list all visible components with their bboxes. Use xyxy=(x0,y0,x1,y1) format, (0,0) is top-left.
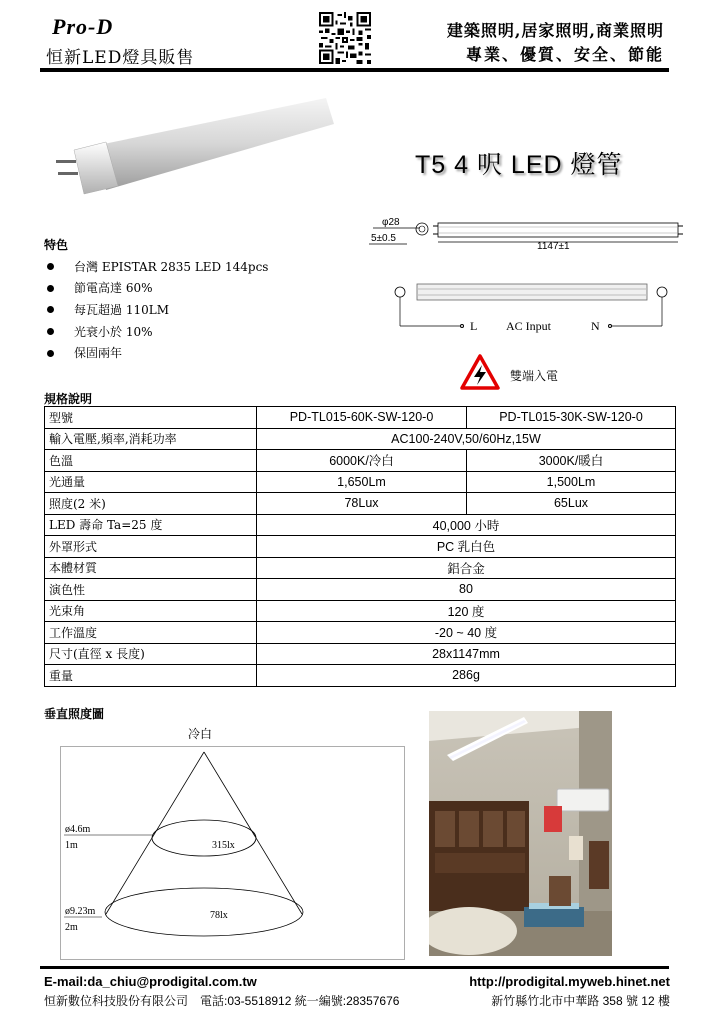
footer-divider xyxy=(40,966,669,969)
table-row: 外罩形式 PC 乳白色 xyxy=(45,536,676,558)
table-row: 型號 PD-TL015-60K-SW-120-0 PD-TL015-30K-SW-120-0 xyxy=(45,407,676,429)
footer-email: E-mail:da_chiu@prodigital.com.tw xyxy=(44,974,257,989)
level1-distance: 1m xyxy=(65,840,78,851)
level1-lux: 315lx xyxy=(212,840,235,851)
bullet-icon xyxy=(47,306,54,313)
led-tube-photo xyxy=(44,98,334,208)
spec-table xyxy=(44,406,676,687)
shop-name: 恒新LED燈具販售 xyxy=(46,48,195,68)
level2-lux: 78lx xyxy=(210,910,228,921)
table-row: 本體材質 鋁合金 xyxy=(45,557,676,579)
dimension-diagram xyxy=(365,212,685,337)
cold-white-label: 冷白 xyxy=(188,727,213,741)
bullet-icon xyxy=(47,263,54,270)
level2-diameter: ø9.23m xyxy=(65,906,96,917)
length-label: 1147±1 xyxy=(537,241,570,252)
bullet-icon xyxy=(47,285,54,292)
ac-input-label: AC Input xyxy=(506,319,551,333)
live-label: L xyxy=(470,319,478,333)
level2-distance: 2m xyxy=(65,922,78,933)
list-item: 台灣 EPISTAR 2835 LED 144pcs xyxy=(44,256,268,278)
pin-label: 5±0.5 xyxy=(371,233,396,244)
installation-photo xyxy=(429,711,612,956)
list-item: 保固兩年 xyxy=(44,342,268,364)
footer-company: 恒新數位科技股份有限公司 電話:03-5518912 統一編號:28357676 xyxy=(44,994,400,1008)
table-row: 光束角 120 度 xyxy=(45,600,676,622)
table-row: 色溫 6000K/冷白 3000K/暖白 xyxy=(45,450,676,472)
table-row: 輸入電壓,頻率,消耗功率 AC100-240V,50/60Hz,15W xyxy=(45,428,676,450)
list-item: 每瓦超過 110LM xyxy=(44,299,268,321)
vertical-illuminance-heading: 垂直照度圖 xyxy=(44,707,105,721)
table-row: 光通量 1,650Lm 1,500Lm xyxy=(45,471,676,493)
neutral-label: N xyxy=(591,319,600,333)
list-item: 節電高達 60% xyxy=(44,278,268,300)
table-row: 演色性 80 xyxy=(45,579,676,601)
list-item: 光衰小於 10% xyxy=(44,321,268,343)
product-title: T5 4 呎 LED 燈管 xyxy=(415,151,623,179)
slogan-line-2: 專業、優質、安全、節能 xyxy=(465,45,664,64)
footer-address: 新竹縣竹北市中華路 358 號 12 樓 xyxy=(491,994,670,1008)
qr-code-icon xyxy=(319,12,371,64)
table-row: 重量 286g xyxy=(45,665,676,687)
dual-end-power-label: 雙端入電 xyxy=(510,369,559,383)
features-heading: 特色 xyxy=(44,238,69,252)
table-row: 尺寸(直徑 x 長度) 28x1147mm xyxy=(45,643,676,665)
bullet-icon xyxy=(47,350,54,357)
header-divider xyxy=(40,68,669,72)
footer-website: http://prodigital.myweb.hinet.net xyxy=(469,974,670,989)
illuminance-cone-diagram xyxy=(60,746,405,960)
diameter-label: φ28 xyxy=(382,217,400,228)
table-row: LED 壽命 Ta=25 度 40,000 小時 xyxy=(45,514,676,536)
table-row: 工作溫度 -20 ~ 40 度 xyxy=(45,622,676,644)
spec-heading: 規格說明 xyxy=(44,392,93,406)
brand-logo: Pro-D xyxy=(52,14,114,39)
table-row: 照度(2 米) 78Lux 65Lux xyxy=(45,493,676,515)
slogan-line-1: 建築照明,居家照明,商業照明 xyxy=(446,21,664,40)
level1-diameter: ø4.6m xyxy=(65,824,91,835)
features-list xyxy=(44,256,268,364)
bullet-icon xyxy=(47,328,54,335)
electric-hazard-icon xyxy=(460,354,500,390)
